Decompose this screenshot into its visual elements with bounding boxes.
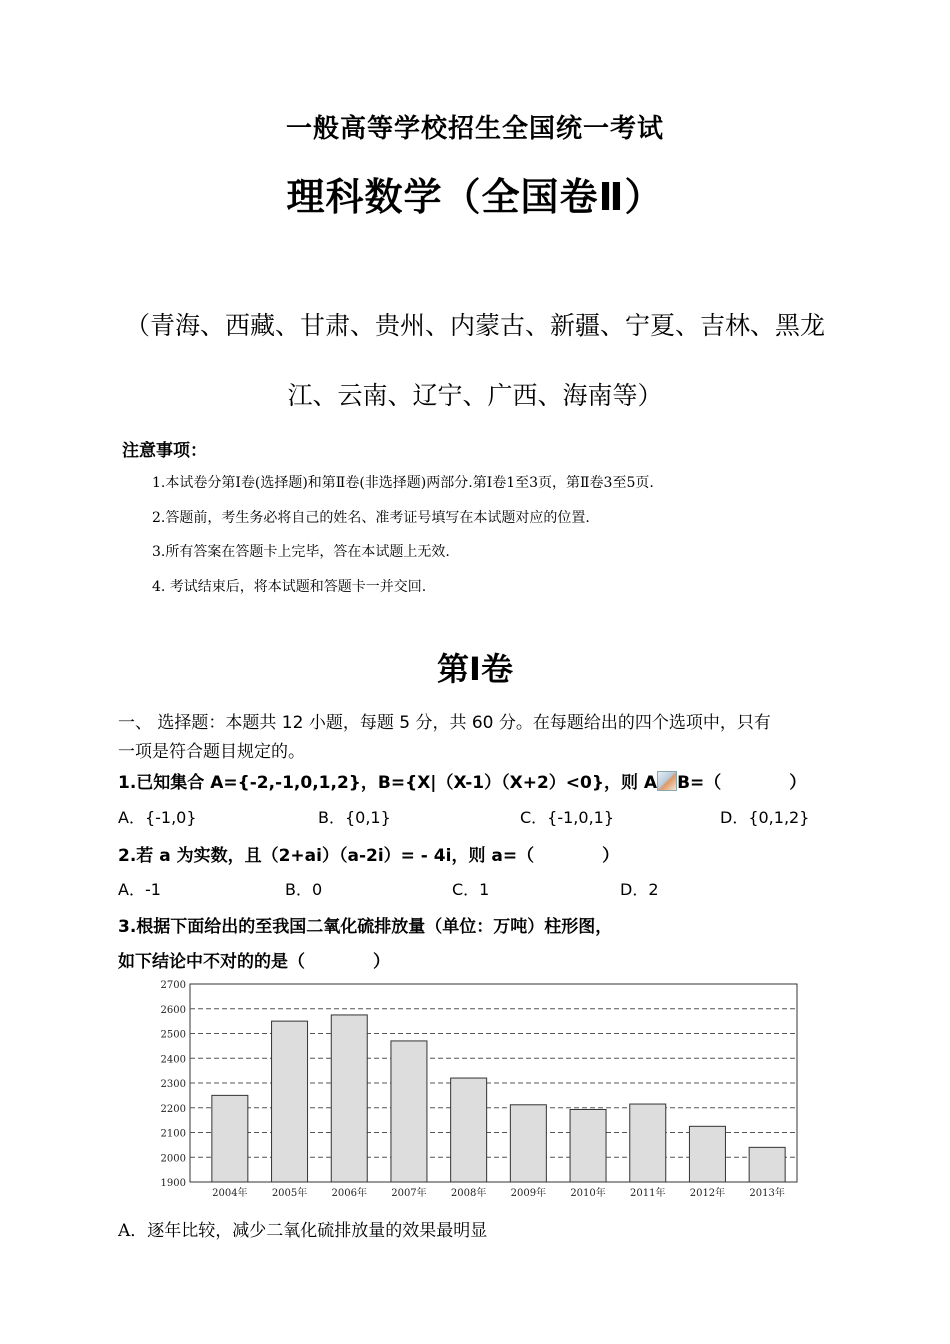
x-tick-label: 2013年 <box>749 1188 785 1199</box>
bar <box>689 1126 725 1182</box>
x-tick-label: 2008年 <box>450 1188 487 1199</box>
y-tick-label: 2200 <box>160 1103 186 1115</box>
y-tick-label: 2100 <box>160 1128 186 1140</box>
bar <box>391 1041 427 1182</box>
question-3-line-2: 如下结论中不对的的是（ ） <box>118 952 390 972</box>
q2-option-c: C．1 <box>452 880 490 899</box>
exam-name: 一般高等学校招生全国统一考试 <box>285 114 664 144</box>
y-tick-label: 2700 <box>160 980 186 991</box>
x-tick-label: 2012年 <box>689 1188 726 1199</box>
notice-item: 1.本试卷分第Ⅰ卷(选择题)和第Ⅱ卷(非选择题)两部分.第Ⅰ卷1至3页，第Ⅱ卷3至5页. <box>152 475 654 491</box>
section-instruction-1: 一、 选择题：本题共 12 小题，每题 5 分，共 60 分。在每题给出的四个选项中，只有 <box>118 713 771 733</box>
question-3-line-1: 3.根据下面给出的至我国二氧化硫排放量（单位：万吨）柱形图， <box>118 917 613 937</box>
question-1 <box>118 768 806 793</box>
notice-title: 注意事项： <box>122 441 207 461</box>
x-tick-label: 2005年 <box>271 1188 308 1199</box>
y-tick-label: 2000 <box>160 1153 186 1165</box>
y-tick-label: 2500 <box>160 1029 186 1041</box>
x-tick-label: 2011年 <box>630 1188 666 1199</box>
notice-item: 4. 考试结束后，将本试题和答题卡一并交回. <box>152 579 427 595</box>
x-tick-label: 2004年 <box>212 1188 248 1199</box>
y-tick-label: 2600 <box>160 1004 186 1016</box>
y-tick-label: 2400 <box>160 1054 186 1066</box>
x-tick-label: 2006年 <box>331 1188 367 1199</box>
regions-line-1: （青海、西藏、甘肃、贵州、内蒙古、新疆、宁夏、吉林、黑龙 <box>124 311 825 340</box>
bar <box>272 1021 308 1182</box>
bar <box>749 1147 785 1182</box>
question-1-stem-end: B=（ ） <box>677 773 807 793</box>
bar <box>630 1104 666 1182</box>
volume-title: 第Ⅰ卷 <box>437 650 513 688</box>
notice-item: 3.所有答案在答题卡上完毕，答在本试题上无效. <box>152 544 450 560</box>
q1-option-b: B．{0,1} <box>318 808 391 827</box>
bar <box>212 1095 248 1182</box>
bar <box>570 1109 606 1182</box>
x-tick-label: 2010年 <box>570 1188 606 1199</box>
x-tick-label: 2007年 <box>391 1188 427 1199</box>
q1-option-a: A．{-1,0} <box>118 808 197 827</box>
x-tick-label: 2009年 <box>510 1188 547 1199</box>
q2-option-d: D．2 <box>620 880 659 899</box>
paper-title: 理科数学（全国卷Ⅱ） <box>286 175 664 219</box>
q1-option-d: D．{0,1,2} <box>720 808 810 827</box>
regions-line-2: 江、云南、辽宁、广西、海南等） <box>287 381 663 410</box>
y-tick-label: 1900 <box>160 1178 186 1189</box>
so2-emission-bar-chart <box>140 975 805 1203</box>
q3-option-a: A．逐年比较，减少二氧化硫排放量的效果最明显 <box>118 1221 488 1241</box>
question-1-stem: 1.已知集合 A={-2,-1,0,1,2}，B={X|（X-1）（X+2）<0}，则 A <box>118 773 658 793</box>
q1-option-c: C．{-1,0,1} <box>520 808 615 827</box>
question-2: 2.若 a 为实数，且（2+ai）（a-2i）= - 4i，则 a=（ ） <box>118 846 620 866</box>
bar <box>451 1078 487 1182</box>
q2-option-a: A．-1 <box>118 880 161 899</box>
notice-item: 2.答题前，考生务必将自己的姓名、准考证号填写在本试题对应的位置. <box>152 510 590 526</box>
bar <box>331 1015 367 1182</box>
bar <box>510 1105 546 1182</box>
y-tick-label: 2300 <box>160 1079 186 1090</box>
q2-option-b: B．0 <box>285 880 323 899</box>
intersection-symbol-image <box>657 771 677 791</box>
section-instruction-2: 一项是符合题目规定的。 <box>118 742 305 762</box>
